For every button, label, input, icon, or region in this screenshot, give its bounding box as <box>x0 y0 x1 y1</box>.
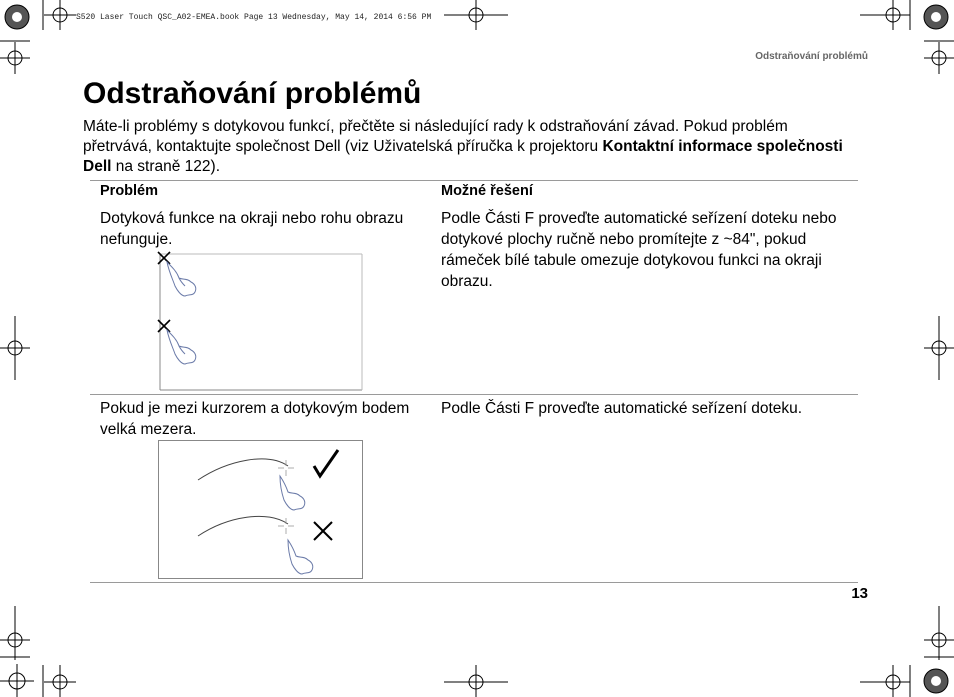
intro-text-end: na straně 122). <box>111 158 221 175</box>
table-top-rule <box>90 180 858 181</box>
crosshair-icon <box>0 42 30 74</box>
intro-paragraph <box>83 117 853 177</box>
column-header-solution: Možné řešení <box>441 183 533 199</box>
crosshair-icon <box>44 665 76 697</box>
crosshair-icon <box>0 664 34 697</box>
registration-starburst-icon <box>924 669 948 693</box>
table-row-1-solution: Podle Části F proveďte automatické seřízení doteku nebo dotykové plochy ručně nebo promítejte z ~84", pokud rámeček bílé tabule omezuje dotykovou funkci na okraji obrazu. <box>441 210 837 290</box>
crosshair-icon <box>44 0 76 30</box>
cursor-offset-illustration <box>158 440 364 580</box>
crosshair-icon <box>444 665 508 697</box>
crosshair-icon <box>0 606 30 660</box>
crosshair-icon <box>860 665 910 697</box>
table-row-1-problem: Dotyková funkce na okraji nebo rohu obrazu nefunguje. <box>100 210 404 248</box>
table-row-2-problem: Pokud je mezi kurzorem a dotykovým bodem velká mezera. <box>100 400 410 438</box>
crosshair-icon <box>444 0 508 30</box>
edge-touch-illustration <box>155 250 365 392</box>
page-title: Odstraňování problémů <box>83 77 422 110</box>
column-header-problem: Problém <box>100 183 159 199</box>
printer-slug-line: S520 Laser Touch QSC_A02-EMEA.book Page 13 Wednesday, May 14, 2014 6:56 PM <box>76 13 432 22</box>
registration-starburst-icon <box>5 5 29 29</box>
registration-starburst-icon <box>924 5 948 29</box>
table-bottom-rule <box>90 582 858 583</box>
running-header: Odstraňování problémů <box>755 51 868 62</box>
page-number: 13 <box>851 585 868 602</box>
table-row-divider <box>90 394 858 395</box>
crosshair-icon <box>924 316 954 380</box>
hand-pointer-icon <box>167 330 196 364</box>
crosshair-icon <box>924 606 954 660</box>
contact-info-reference: Kontaktní informace společnosti Dell <box>83 138 843 175</box>
crosshair-icon <box>860 0 910 30</box>
crosshair-icon <box>0 316 30 380</box>
hand-pointer-icon <box>167 262 196 296</box>
intro-text: Máte-li problémy s dotykovou funkcí, přečtěte si následující rady k odstraňování závad. Pokud problém přetrvává, kontaktujte společnost Dell (viz Uživatelská příručka k projektoru <box>83 118 788 155</box>
table-row-2-solution: Podle Části F proveďte automatické seřízení doteku. <box>441 400 803 417</box>
crosshair-icon <box>924 42 954 74</box>
